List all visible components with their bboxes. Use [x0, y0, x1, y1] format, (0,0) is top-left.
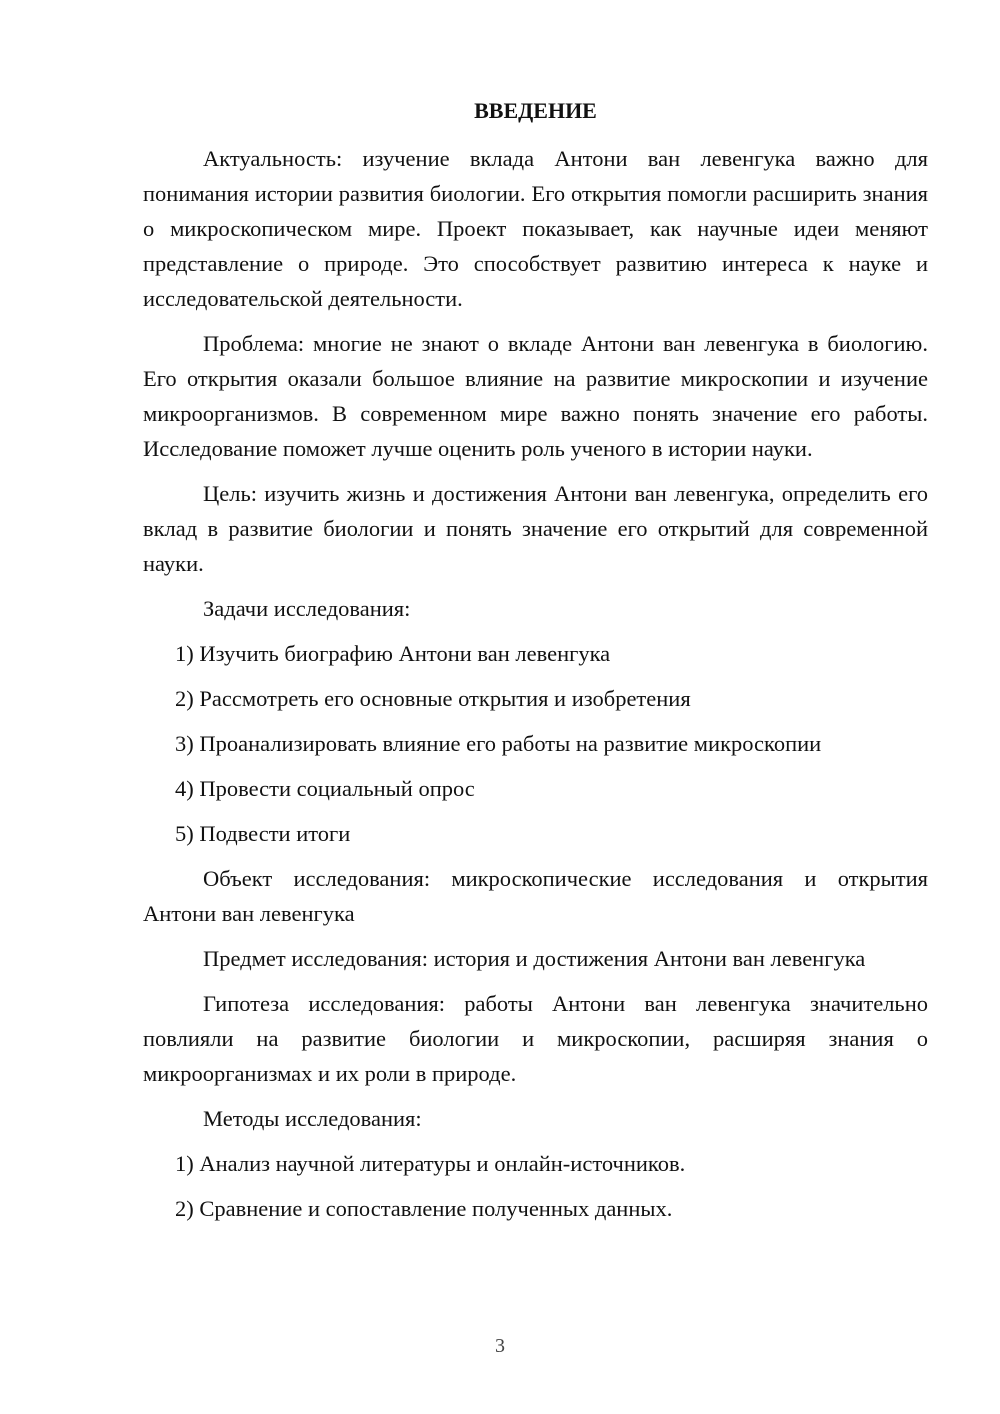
list-item: 1) Изучить биографию Антони ван левенгука — [175, 641, 611, 666]
problem-paragraph: Проблема: многие не знают о вкладе Антони ван левенгука в биологию. Его открытия оказали большое влияние на развитие микроскопии и изучение микроорганизмов. В современном мире важно понять значение его работы. Исследование поможет лучше оценить роль ученого в истории науки. — [143, 331, 928, 461]
list-item: 4) Провести социальный опрос — [175, 776, 475, 801]
methods-heading: Методы исследования: — [203, 1106, 422, 1131]
list-item: 5) Подвести итоги — [175, 821, 351, 846]
object-paragraph: Объект исследования: микроскопические исследования и открытия Антони ван левенгука — [143, 866, 928, 926]
list-item: 3) Проанализировать влияние его работы на развитие микроскопии — [175, 731, 822, 756]
list-item: 2) Рассмотреть его основные открытия и изобретения — [175, 686, 691, 711]
relevance-paragraph: Актуальность: изучение вклада Антони ван левенгука важно для понимания истории развития биологии. Его открытия помогли расширить знания о микроскопическом мире. Проект показывает, как научные идеи меняют представление о природе. Это способствует развитию интереса к науке и исследовательской деятельности. — [143, 146, 928, 311]
document-page — [143, 96, 928, 1236]
list-item: 2) Сравнение и сопоставление полученных данных. — [175, 1196, 673, 1221]
methods-list — [143, 1146, 928, 1226]
subject-paragraph: Предмет исследования: история и достижения Антони ван левенгука — [203, 946, 866, 971]
tasks-heading: Задачи исследования: — [203, 596, 411, 621]
page-number: 3 — [495, 1335, 505, 1357]
page-title: ВВЕДЕНИЕ — [474, 98, 597, 123]
list-item: 1) Анализ научной литературы и онлайн-источников. — [175, 1151, 686, 1176]
hypothesis-paragraph: Гипотеза исследования: работы Антони ван левенгука значительно повлияли на развитие биологии и микроскопии, расширяя знания о микроорганизмах и их роли в природе. — [143, 991, 928, 1086]
tasks-list — [143, 636, 928, 851]
goal-paragraph: Цель: изучить жизнь и достижения Антони ван левенгука, определить его вклад в развитие биологии и понять значение его открытий для современной науки. — [143, 481, 928, 576]
